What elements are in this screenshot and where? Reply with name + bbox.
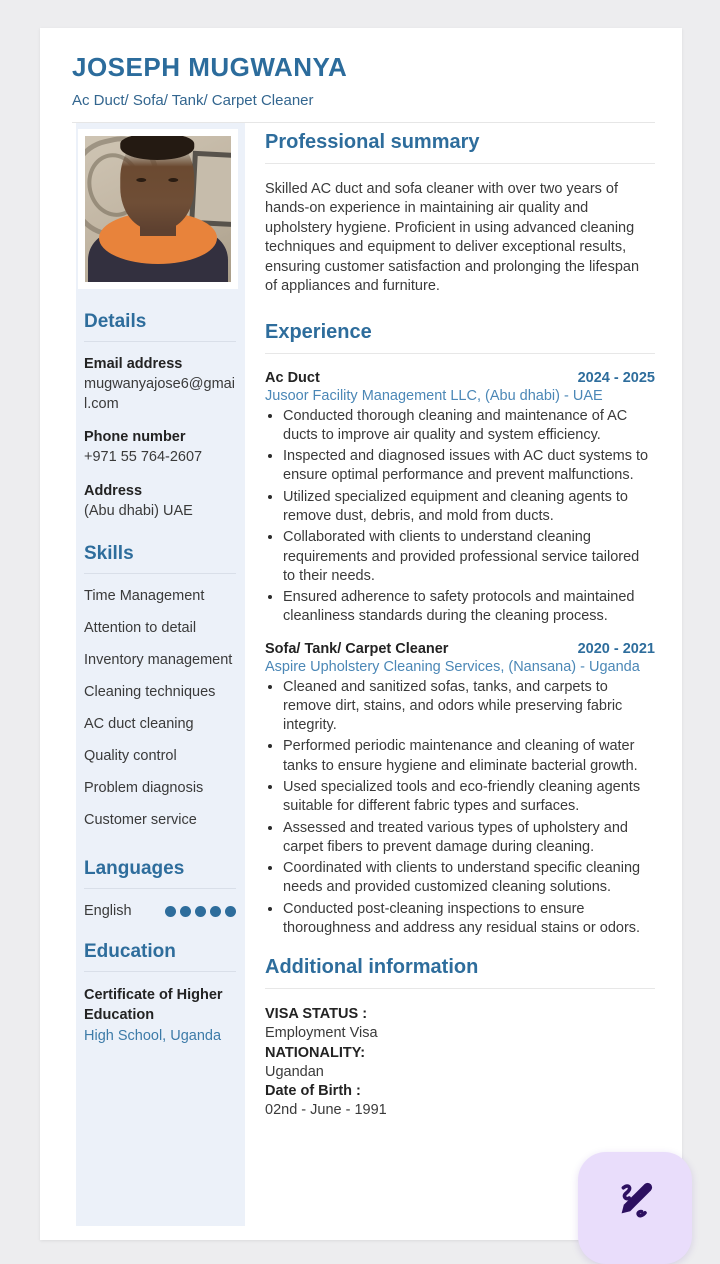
job-title: Sofa/ Tank/ Carpet Cleaner xyxy=(265,640,449,657)
job-dates: 2024 - 2025 xyxy=(577,369,655,386)
job-bullet: • Conducted post-cleaning inspections to ensure thoroughness and address any residual stains or odors. xyxy=(283,900,655,939)
job-bullet: • Ensured adherence to safety protocols and maintained cleanliness standards during the cleaning process. xyxy=(283,588,655,627)
resume-header xyxy=(40,28,682,123)
job-bullet: • Collaborated with clients to understand cleaning requirements and provided professional service tailored to their needs. xyxy=(283,528,655,586)
resume-page xyxy=(40,28,682,1240)
job-title: Ac Duct xyxy=(265,369,320,386)
skill-item: Customer service xyxy=(84,812,197,829)
language-level-dots xyxy=(165,906,236,917)
summary-heading: Professional summary xyxy=(265,131,480,153)
job-bullet: • Conducted thorough cleaning and maintenance of AC ducts to improve air quality and system efficiency. xyxy=(283,407,655,446)
job-bullet-list xyxy=(283,678,655,939)
additional-label: NATIONALITY: xyxy=(265,1044,366,1061)
additional-info-divider xyxy=(265,988,655,989)
detail-value: +971 55 764-2607 xyxy=(84,449,203,466)
education-heading: Education xyxy=(84,941,176,963)
language-name: English xyxy=(84,903,132,920)
job-bullet: • Used specialized tools and eco-friendly cleaning agents suitable for different fabric types and surfaces. xyxy=(283,778,655,817)
detail-address xyxy=(84,483,236,522)
job-bullet: • Coordinated with clients to understand specific cleaning needs and provided customized cleaning solutions. xyxy=(283,859,655,898)
experience-heading: Experience xyxy=(265,320,372,343)
job-bullet: • Cleaned and sanitized sofas, tanks, and carpets to remove dirt, stains, and odors while preserving fabric integrity. xyxy=(283,678,655,736)
job-bullet: • Utilized specialized equipment and cleaning agents to remove dust, debris, and mold from ducts. xyxy=(283,488,655,527)
job-company: Jusoor Facility Management LLC, (Abu dhabi) - UAE xyxy=(265,387,603,404)
detail-label: Phone number xyxy=(84,429,186,446)
job-company: Aspire Upholstery Cleaning Services, (Nansana) - Uganda xyxy=(265,658,640,675)
summary-divider xyxy=(265,163,655,164)
skill-item: Inventory management xyxy=(84,652,233,669)
additional-info-item xyxy=(265,1082,655,1120)
details-divider xyxy=(84,341,236,342)
resume-sidebar xyxy=(76,123,245,1226)
education-divider xyxy=(84,971,236,972)
additional-value: 02nd - June - 1991 xyxy=(265,1101,387,1118)
additional-info-item xyxy=(265,1005,655,1043)
additional-value: Employment Visa xyxy=(265,1025,378,1042)
job-bullet: • Assessed and treated various types of upholstery and carpet fibers to prevent damage during cleaning. xyxy=(283,819,655,858)
experience-job xyxy=(265,641,655,939)
detail-email xyxy=(84,356,236,414)
profile-photo-image xyxy=(85,136,231,282)
detail-value: mugwanyajose6@gmail.com xyxy=(84,376,235,412)
languages-heading: Languages xyxy=(84,858,185,880)
resume-main xyxy=(245,123,655,1226)
skills-list xyxy=(84,588,236,828)
skill-item: Time Management xyxy=(84,588,205,605)
additional-info-item xyxy=(265,1044,655,1082)
language-row xyxy=(84,903,236,919)
additional-label: Date of Birth : xyxy=(265,1082,361,1099)
additional-info-heading: Additional information xyxy=(265,956,479,979)
detail-label: Email address xyxy=(84,356,183,372)
skills-divider xyxy=(84,573,236,574)
details-heading: Details xyxy=(84,311,147,332)
skill-item: Attention to detail xyxy=(84,620,197,637)
job-bullet: • Performed periodic maintenance and cleaning of water tanks to ensure hygiene and eliminate bacterial growth. xyxy=(283,737,655,776)
languages-divider xyxy=(84,888,236,889)
candidate-name: JOSEPH MUGWANYA xyxy=(72,52,348,82)
job-dates: 2020 - 2021 xyxy=(577,640,655,657)
additional-label: VISA STATUS : xyxy=(265,1006,368,1023)
summary-text: Skilled AC duct and sofa cleaner with over two years of hands-on experience in maintaining air quality and upholstery hygiene. Proficient in using advanced cleaning techniques and equipment to deliver exceptional results, ensuring customer satisfaction and prolonging the lifespan of appliances and furniture. xyxy=(265,181,640,295)
detail-label: Address xyxy=(84,482,143,499)
skill-item: Problem diagnosis xyxy=(84,780,204,797)
signature-pen-icon xyxy=(611,1178,659,1226)
additional-value: Ugandan xyxy=(265,1063,324,1080)
skill-item: AC duct cleaning xyxy=(84,716,194,733)
edit-signature-button[interactable] xyxy=(578,1152,692,1264)
experience-job xyxy=(265,370,655,627)
education-school: High School, Uganda xyxy=(84,1028,222,1045)
education-item xyxy=(84,986,236,1044)
job-bullet-list xyxy=(283,407,655,627)
skill-item: Quality control xyxy=(84,748,177,765)
skills-heading: Skills xyxy=(84,543,134,565)
skill-item: Cleaning techniques xyxy=(84,684,216,701)
detail-phone xyxy=(84,429,236,468)
profile-photo xyxy=(78,129,238,289)
detail-value: (Abu dhabi) UAE xyxy=(84,502,193,519)
candidate-job-title: Ac Duct/ Sofa/ Tank/ Carpet Cleaner xyxy=(72,92,314,109)
experience-divider xyxy=(265,353,655,354)
job-bullet: • Inspected and diagnosed issues with AC duct systems to ensure optimal performance and prevent malfunctions. xyxy=(283,447,655,486)
education-degree: Certificate of Higher Education xyxy=(84,987,223,1023)
